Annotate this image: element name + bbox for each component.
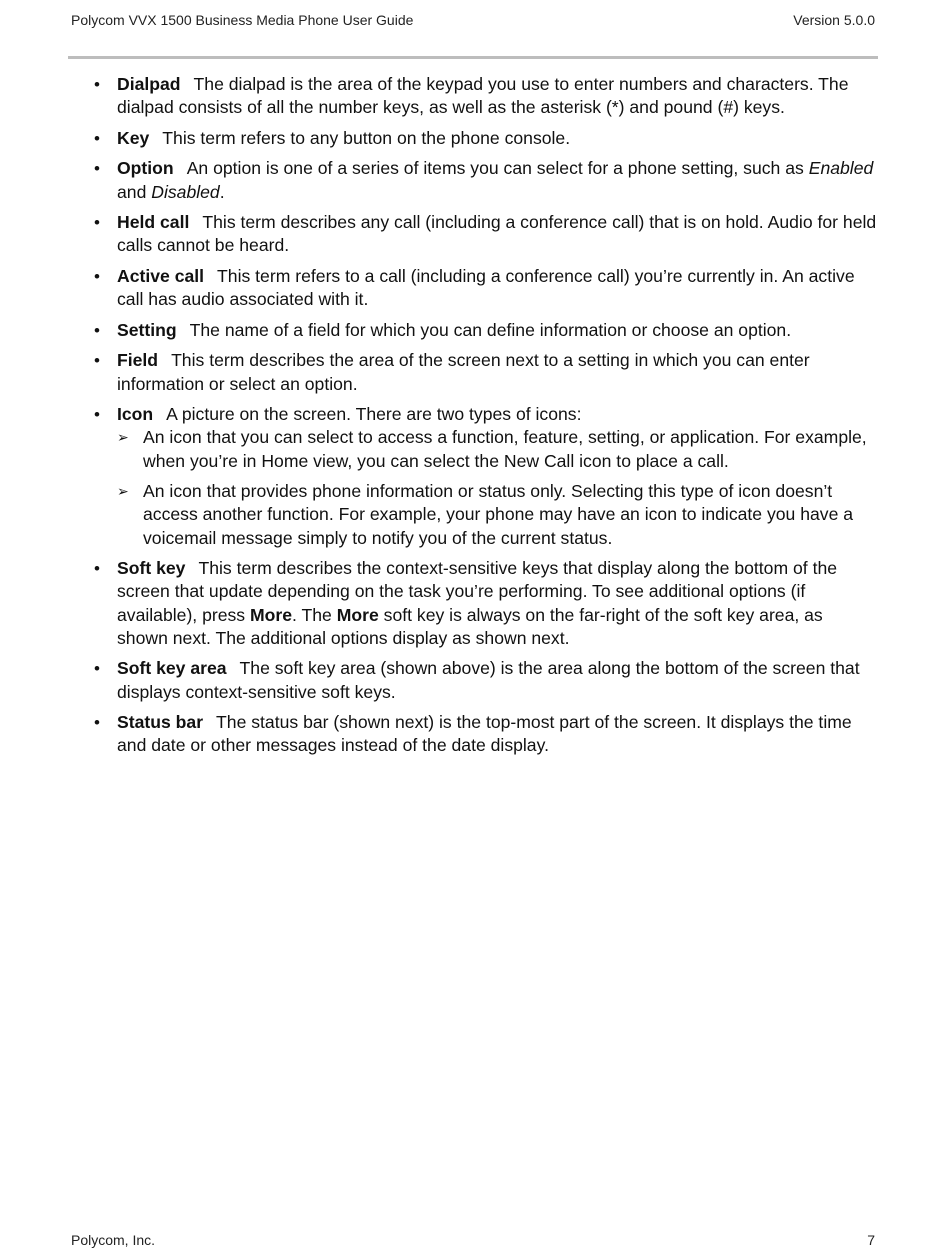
icon-types-list — [117, 426, 877, 549]
term-definition: This term describes the area of the screen next to a setting in which you can enter information or select an option. — [117, 350, 810, 394]
term-definition: The dialpad is the area of the keypad you use to enter numbers and characters. The dialpad consists of all the number keys, as well as the asterisk (*) and pound (#) keys. — [117, 74, 849, 118]
disabled-value: Disabled — [151, 181, 220, 202]
page-number: 7 — [867, 1232, 875, 1248]
term-definition: This term refers to any button on the phone console. — [162, 127, 571, 148]
term-definition — [117, 158, 873, 201]
bullet-icon: • — [94, 213, 100, 233]
definition-text: soft key is always on the far-right of the soft key area, as shown next. The additional options display as shown next. — [117, 604, 823, 648]
definition-text: An option is one of a series of items you can select for a phone setting, such as — [186, 158, 809, 179]
term-label: Key — [117, 127, 150, 148]
term-option — [93, 157, 877, 203]
term-definition: A picture on the screen. There are two types of icons: — [166, 404, 582, 425]
bullet-icon: • — [94, 659, 100, 679]
bullet-icon: • — [94, 559, 100, 579]
definition-text: and — [117, 181, 152, 202]
term-label: Field — [117, 350, 159, 371]
term-icon — [93, 403, 877, 550]
bullet-icon: • — [94, 320, 100, 340]
bullet-icon: • — [94, 75, 100, 94]
bullet-icon: • — [94, 266, 100, 286]
term-held-call — [93, 211, 877, 257]
more-key-label: More — [336, 604, 379, 625]
document-version: Version 5.0.0 — [793, 12, 875, 28]
term-label: Dialpad — [117, 74, 181, 94]
term-definition: The name of a field for which you can define information or choose an option. — [189, 319, 792, 340]
sub-item-text: An icon that you can select to access a function, feature, setting, or application. For example, when you’re in Home view, you can select the New Call icon to place a call. — [143, 427, 867, 471]
term-dialpad — [93, 73, 877, 119]
term-active-call — [93, 265, 877, 311]
term-label: Held call — [117, 212, 190, 233]
term-setting — [93, 319, 877, 342]
term-definition: This term refers to a call (including a conference call) you’re currently in. An active call has audio associated with it. — [117, 265, 855, 310]
sub-list-item — [117, 480, 877, 550]
bullet-icon: • — [94, 159, 100, 179]
arrow-bullet-icon: ➢ — [117, 429, 129, 446]
company-name: Polycom, Inc. — [71, 1232, 156, 1248]
term-label: Setting — [117, 319, 177, 340]
term-label: Soft key — [117, 558, 186, 579]
term-soft-key — [93, 557, 877, 650]
glossary-list — [93, 73, 877, 758]
definition-text: . The — [292, 604, 337, 625]
sub-item-text: An icon that provides phone information or status only. Selecting this type of icon doesn’t access another function. For example, your phone may have an icon to indicate you have a voicemail message simply to notify you of the current status. — [143, 481, 854, 548]
term-definition — [117, 558, 837, 648]
term-status-bar — [93, 711, 877, 757]
bullet-icon: • — [94, 128, 100, 148]
header-divider — [68, 56, 878, 59]
bullet-icon: • — [94, 351, 100, 371]
glossary-content — [93, 73, 877, 765]
page-header — [71, 12, 875, 28]
enabled-value: Enabled — [808, 158, 874, 179]
term-label: Status bar — [117, 712, 204, 733]
document-title: Polycom VVX 1500 Business Media Phone User Guide — [71, 12, 414, 28]
page-footer — [71, 1232, 875, 1248]
arrow-bullet-icon: ➢ — [117, 483, 129, 500]
term-definition: This term describes any call (including a conference call) that is on hold. Audio for held calls cannot be heard. — [117, 212, 877, 256]
definition-text: . — [219, 181, 225, 202]
definition-text: This term describes the context-sensitive keys that display along the bottom of the screen that update depending on the task you’re performing. To see additional options (if available), press — [117, 558, 838, 625]
bullet-icon: • — [94, 405, 100, 425]
term-label: Option — [117, 158, 174, 179]
term-label: Soft key area — [117, 658, 227, 679]
term-soft-key-area — [93, 657, 877, 703]
term-field — [93, 349, 877, 395]
more-key-label: More — [250, 604, 293, 625]
bullet-icon: • — [94, 713, 100, 733]
term-definition: The soft key area (shown above) is the area along the bottom of the screen that displays context-sensitive soft keys. — [117, 658, 860, 702]
term-key — [93, 127, 877, 150]
term-label: Active call — [117, 265, 205, 286]
term-label: Icon — [117, 404, 154, 425]
sub-list-item — [117, 426, 877, 472]
term-definition: The status bar (shown next) is the top-most part of the screen. It displays the time and date or other messages instead of the date display. — [117, 712, 852, 756]
